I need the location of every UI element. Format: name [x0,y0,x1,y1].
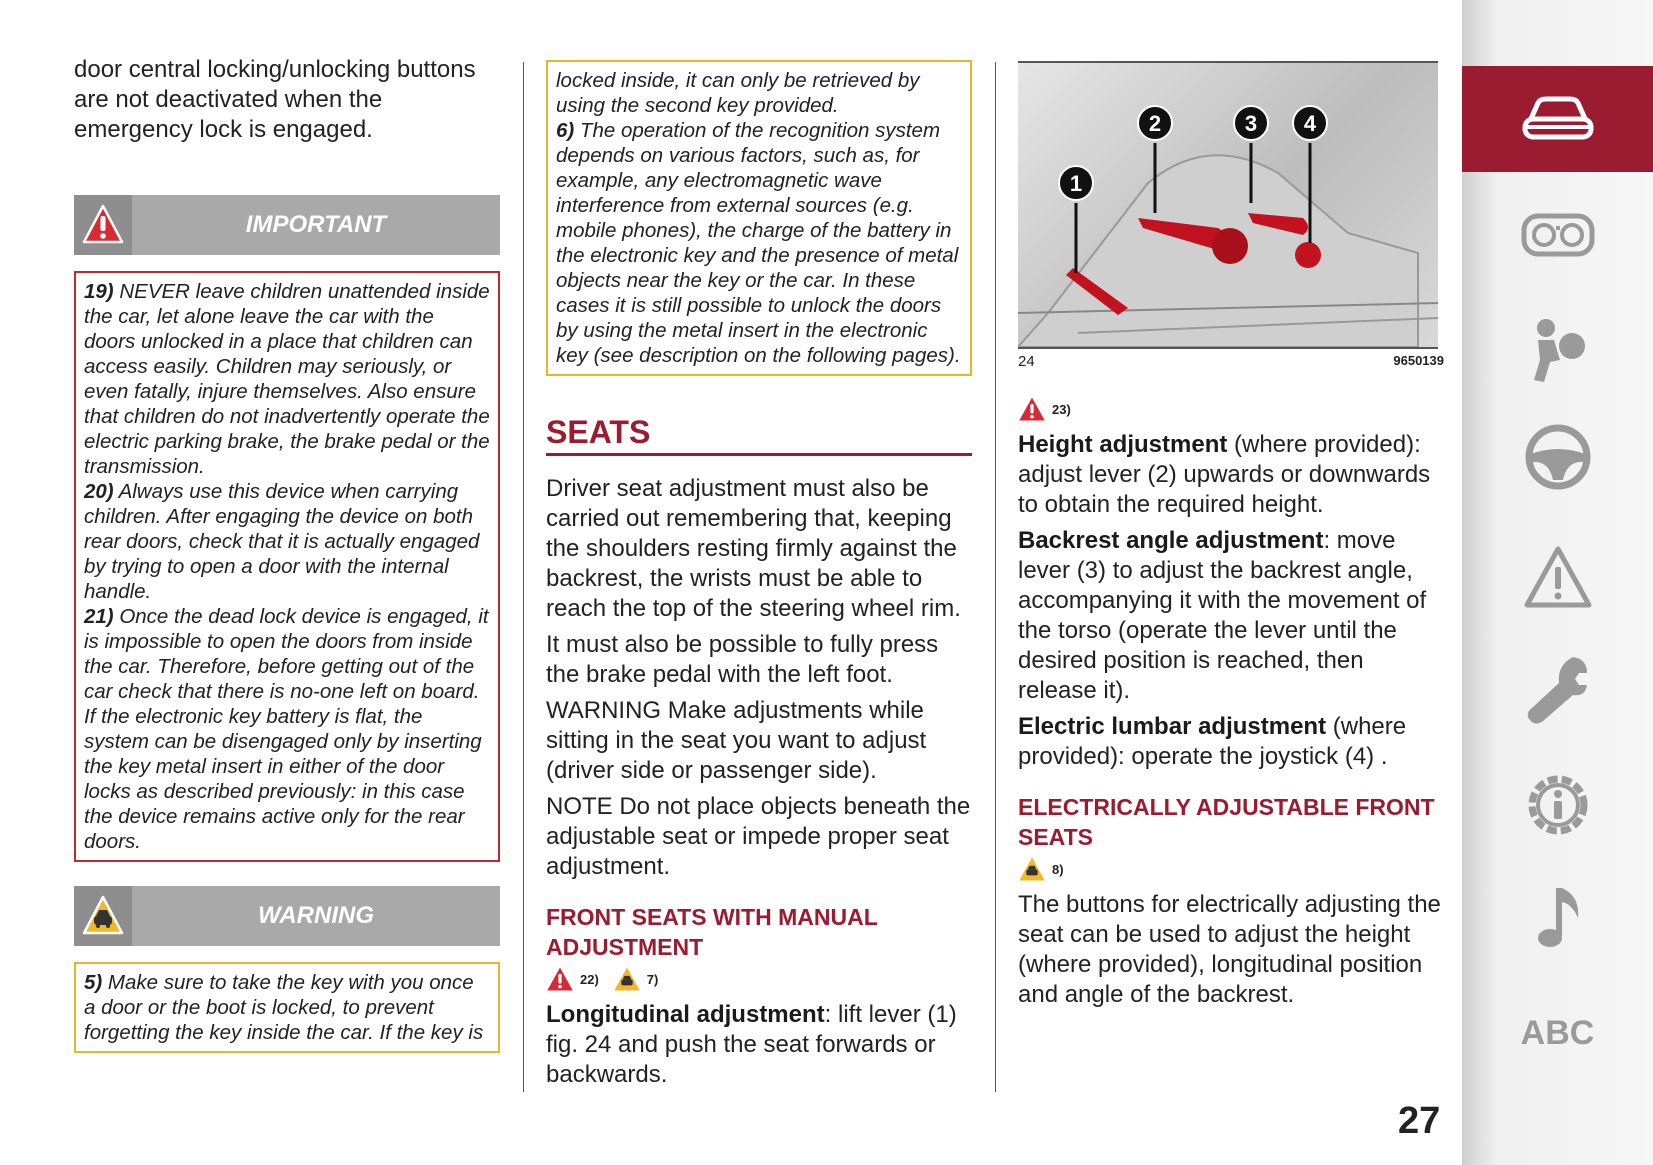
column-divider-1 [523,62,524,1092]
ref-22[interactable]: 22) [580,971,599,987]
callout-2 [1138,106,1172,140]
seat-illustration [1018,63,1438,347]
tab-index[interactable] [1462,980,1653,1086]
electric-seats-paragraph: The buttons for electrically adjusting the seat can be used to adjust the height (where provided), longitudinal position and angle of the backrest. [1018,891,1441,1008]
important-label: IMPORTANT [245,211,387,238]
important-item-19: 19) NEVER leave children unattended inside the car, let alone leave the car with the doors unlocked in a place that children can access easily. Children may seriously, or even fatally, injure themselves. Also ensure that children do not inadvertently operate the electric parking brake, the brake pedal or the transmission. [84,280,490,478]
important-box [74,271,500,862]
warning-triangle-icon [1523,545,1593,609]
seats-paragraph-3: WARNING Make adjustments while sitting in the seat you want to adjust (driver side or passenger side). [546,697,927,784]
backrest-adjustment: Backrest angle adjustment: move lever (3) to adjust the backrest angle, accompanying it with the movement of the torso (operate the lever until the desired position is reached, then release it). [1018,527,1427,704]
warning-item-5: 5) Make sure to take the key with you once a door or the boot is locked, to prevent forgetting the key inside the car. If the key is [84,971,484,1044]
warning-continued-text: locked inside, it can only be retrieved by using the second key provided. [556,69,920,117]
svg-text:2: 2 [1148,111,1162,136]
figure-number: 24 [1018,353,1035,370]
important-banner [74,195,500,255]
svg-text:4: 4 [1303,111,1317,136]
seats-paragraph-4: NOTE Do not place objects beneath the adjustable seat or impede proper seat adjustment. [546,793,971,880]
tab-car[interactable] [1462,66,1653,172]
warning-box [74,962,500,1053]
warning-item-6: 6) The operation of the recognition system depends on various factors, such as, for example, any electromagnetic wave interference from external sources (e.g. mobile phones), the charge of the battery in the electronic key and the presence of metal objects near the key or the car. In these cases it is still possible to unlock the doors by using the metal insert in the electronic key (see description on the following pages). [556,119,961,367]
tab-maintenance[interactable] [1462,636,1653,742]
svg-text:1: 1 [1069,171,1083,196]
ref-7[interactable]: 7) [646,971,659,987]
warning-banner [74,886,500,946]
dashboard-icon [1520,210,1596,260]
svg-text:3: 3 [1244,111,1258,136]
chapter-sidebar [1462,0,1653,1165]
front-seats-heading: FRONT SEATS WITH MANUAL ADJUSTMENT [546,904,878,960]
page-number: 27 [1398,1100,1441,1142]
tab-technical-data[interactable] [1462,752,1653,858]
intro-paragraph: door central locking/unlocking buttons are not deactivated when the emergency lock is engaged. [74,56,476,143]
column-2 [546,55,972,1096]
car-warning-icon [613,966,641,992]
lumbar-adjustment: Electric lumbar adjustment (where provided): operate the joystick (4) . [1018,713,1407,770]
music-note-icon [1528,884,1588,954]
callout-4 [1293,106,1327,140]
tab-starting-driving[interactable] [1462,404,1653,510]
callout-3 [1234,106,1268,140]
tab-safety[interactable] [1462,298,1653,404]
airbag-icon [1520,316,1596,386]
ref-23[interactable]: 23) [1052,401,1071,417]
danger-icon [546,966,574,992]
electric-seats-heading: ELECTRICALLY ADJUSTABLE FRONT SEATS [1018,794,1435,850]
longitudinal-adjustment: Longitudinal adjustment: lift lever (1) fig. 24 and push the seat forwards or backwards. [546,1001,957,1088]
height-refs [1018,396,1444,422]
wrench-icon [1523,651,1593,727]
seats-heading: SEATS [546,414,972,456]
tab-multimedia[interactable] [1462,866,1653,972]
car-icon [1520,91,1596,147]
column-3 [1018,55,1444,1016]
height-adjustment: Height adjustment (where provided): adjust lever (2) upwards or downwards to obtain the required height. [1018,431,1431,518]
abc-label: ABC [1520,1013,1595,1052]
steering-wheel-icon [1523,422,1593,492]
car-warning-icon [1018,856,1046,882]
seat-figure [1018,61,1438,349]
callout-1 [1059,166,1093,200]
figure-caption [1018,353,1444,370]
electric-seats-refs [1018,856,1444,882]
tab-emergency[interactable] [1462,524,1653,630]
car-warning-icon [74,886,132,946]
column-divider-2 [995,62,996,1092]
front-seats-refs [546,966,972,992]
info-gear-icon [1523,770,1593,840]
warning-box-continued [546,60,972,376]
column-1 [74,55,500,1053]
tab-dashboard[interactable] [1462,182,1653,288]
figure-code: 9650139 [1393,353,1444,368]
seats-paragraph-2: It must also be possible to fully press the brake pedal with the left foot. [546,631,939,688]
important-item-21: 21) Once the dead lock device is engaged, it is impossible to open the doors from inside the car. Therefore, before getting out of the car check that there is no-one left on board. If the electronic key battery is flat, the system can be disengaged only by inserting the key metal insert in either of the door locks as described previously: in this case the device remains active only for the rear doors. [84,605,489,853]
warning-label: WARNING [258,902,374,929]
important-item-20: 20) Always use this device when carrying children. After engaging the device on both rear doors, check that it is actually engaged by trying to open a door with the internal handle. [84,480,480,603]
danger-icon [1018,396,1046,422]
danger-icon [74,195,132,255]
seats-paragraph-1: Driver seat adjustment must also be carried out remembering that, keeping the shoulders resting firmly against the backrest, the wrists must be able to reach the top of the steering wheel rim. [546,475,961,622]
ref-8[interactable]: 8) [1052,861,1064,877]
